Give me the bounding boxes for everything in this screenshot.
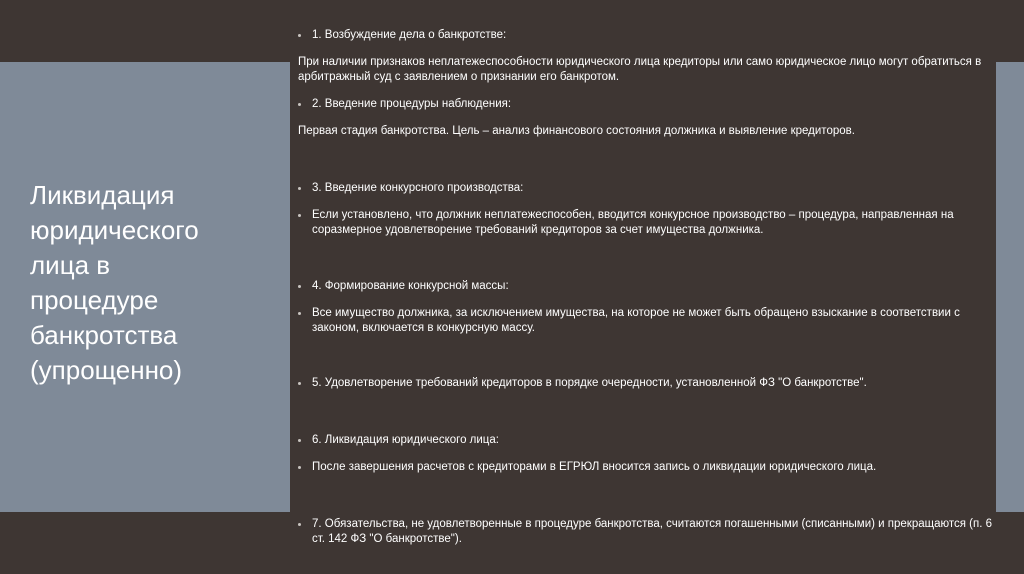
- step-1-heading: 1. Возбуждение дела о банкротстве:: [298, 28, 1002, 43]
- step-6-description: После завершения расчетов с кредиторами в ЕГРЮЛ вносится запись о ликвидации юридического лица.: [298, 460, 1002, 475]
- step-4-description: Все имущество должника, за исключением имущества, на которое не может быть обращено взыскание в соответствии с законом, включается в конкурсную массу.: [298, 306, 1002, 336]
- step-1-description: При наличии признаков неплатежеспособности юридического лица кредиторы или само юридическое лицо могут обратиться в арбитражный суд с заявлением о признании его банкротом.: [298, 56, 982, 83]
- step-2-heading: 2. Введение процедуры наблюдения:: [298, 97, 1002, 112]
- step-2-description: Первая стадия банкротства. Цель – анализ финансового состояния должника и выявление кредиторов.: [298, 125, 855, 137]
- step-7-heading: 7. Обязательства, не удовлетворенные в процедуре банкротства, считаются погашенными (списанными) и прекращаются (п. 6 ст. 142 ФЗ "О банкротстве").: [298, 517, 1002, 547]
- step-3-description: Если установлено, что должник неплатежеспособен, вводится конкурсное производство – процедура, направленная на соразмерное удовлетворение требований кредиторов за счет имущества должника.: [298, 208, 1002, 238]
- step-6-heading: 6. Ликвидация юридического лица:: [298, 433, 1002, 448]
- slide-title: Ликвидация юридического лица в процедуре банкротства (упрощенно): [30, 180, 199, 385]
- step-4-heading: 4. Формирование конкурсной массы:: [298, 279, 1002, 294]
- step-5-heading: 5. Удовлетворение требований кредиторов в порядке очередности, установленной ФЗ "О банкротстве".: [298, 376, 1002, 391]
- step-3-heading: 3. Введение конкурсного производства:: [298, 181, 1002, 196]
